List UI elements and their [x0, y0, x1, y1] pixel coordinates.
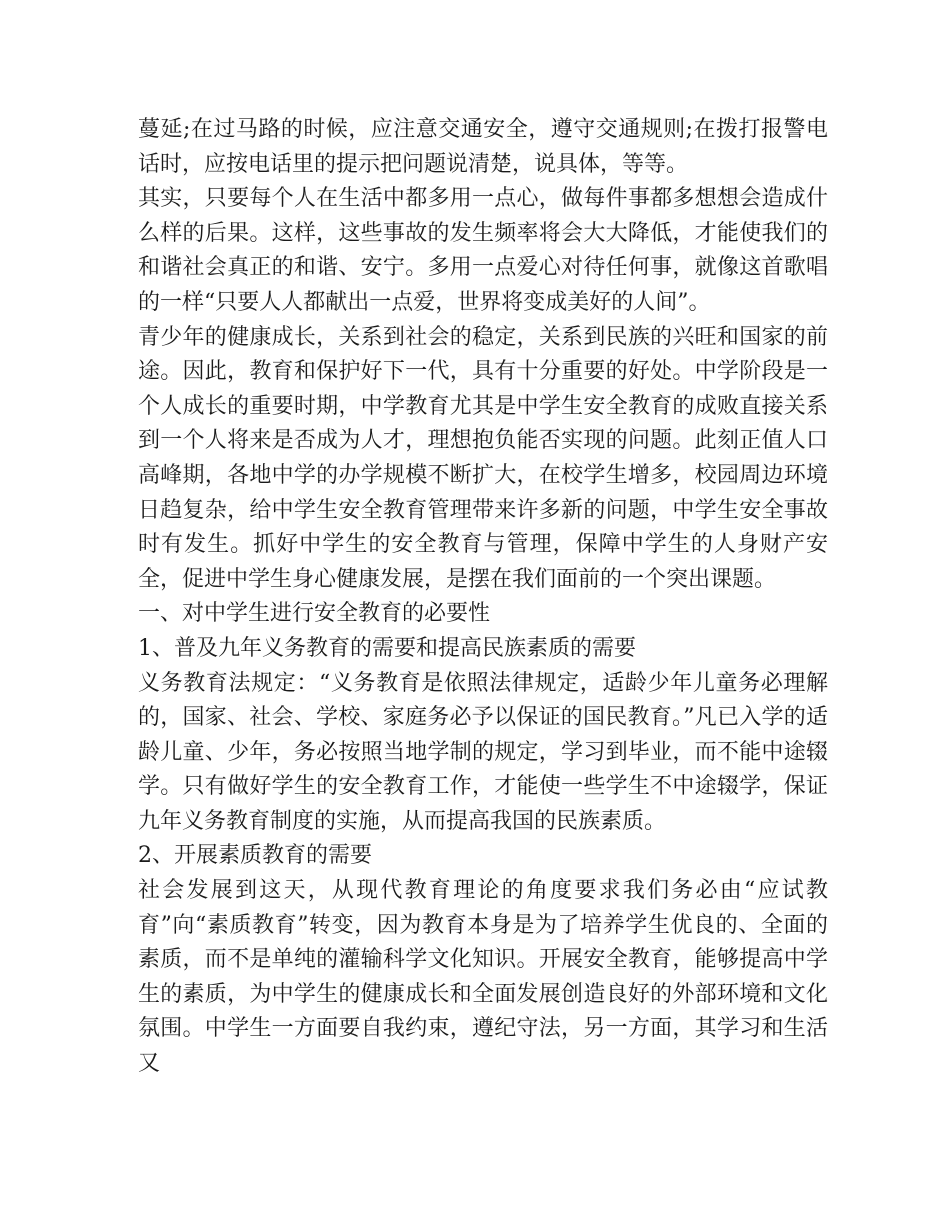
section-heading-necessity: 一、对中学生进行安全教育的必要性 — [138, 601, 491, 627]
subheading-compulsory-education: 1、普及九年义务教育的需要和提高民族素质的需要 — [138, 635, 636, 661]
paragraph-compulsory-education-law: 义务教育法规定：“义务教育是依照法律规定，适龄少年儿童务必理解的，国家、社会、学校、家庭务必予以保证的国民教育。”凡已入学的适龄儿童、少年，务必按照当地学制的规定，学习到毕业，而不能中途辍学。只有做好学生的安全教育工作，才能使一些学生不中途辍学，保证九年义务教育制度的实施，从而提高我国的民族素质。 — [138, 670, 828, 834]
document-body — [138, 113, 828, 1082]
paragraph-continuation: 蔓延;在过马路的时候，应注意交通安全，遵守交通规则;在拨打报警电话时，应按电话里的提示把问题说清楚，说具体，等等。 — [138, 117, 828, 177]
paragraph-quality-education: 社会发展到这天，从现代教育理论的角度要求我们务必由“应试教育”向“素质教育”转变，因为教育本身是为了培养学生优良的、全面的素质，而不是单纯的灌输科学文化知识。开展安全教育，能够提高中学生的素质，为中学生的健康成长和全面发展创造良好的外部环境和文化氛围。中学生一方面要自我约束，遵纪守法，另一方面，其学习和生活又 — [138, 878, 828, 1077]
subheading-quality-education: 2、开展素质教育的需要 — [138, 843, 372, 869]
paragraph-youth-growth: 青少年的健康成长，关系到社会的稳定，关系到民族的兴旺和国家的前途。因此，教育和保护好下一代，具有十分重要的好处。中学阶段是一个人成长的重要时期，中学教育尤其是中学生安全教育的成败直接关系到一个人将来是否成为人才，理想抱负能否实现的问题。此刻正值人口高峰期，各地中学的办学规模不断扩大，在校学生增多，校园周边环境日趋复杂，给中学生安全教育管理带来许多新的问题，中学生安全事故时有发生。抓好中学生的安全教育与管理，保障中学生的人身财产安全，促进中学生身心健康发展，是摆在我们面前的一个突出课题。 — [138, 324, 828, 592]
paragraph-care: 其实，只要每个人在生活中都多用一点心，做每件事都多想想会造成什么样的后果。这样，这些事故的发生频率将会大大降低，才能使我们的和谐社会真正的和谐、安宁。多用一点爱心对待任何事，就像这首歌唱的一样“只要人人都献出一点爱，世界将变成美好的人间”。 — [138, 186, 828, 315]
